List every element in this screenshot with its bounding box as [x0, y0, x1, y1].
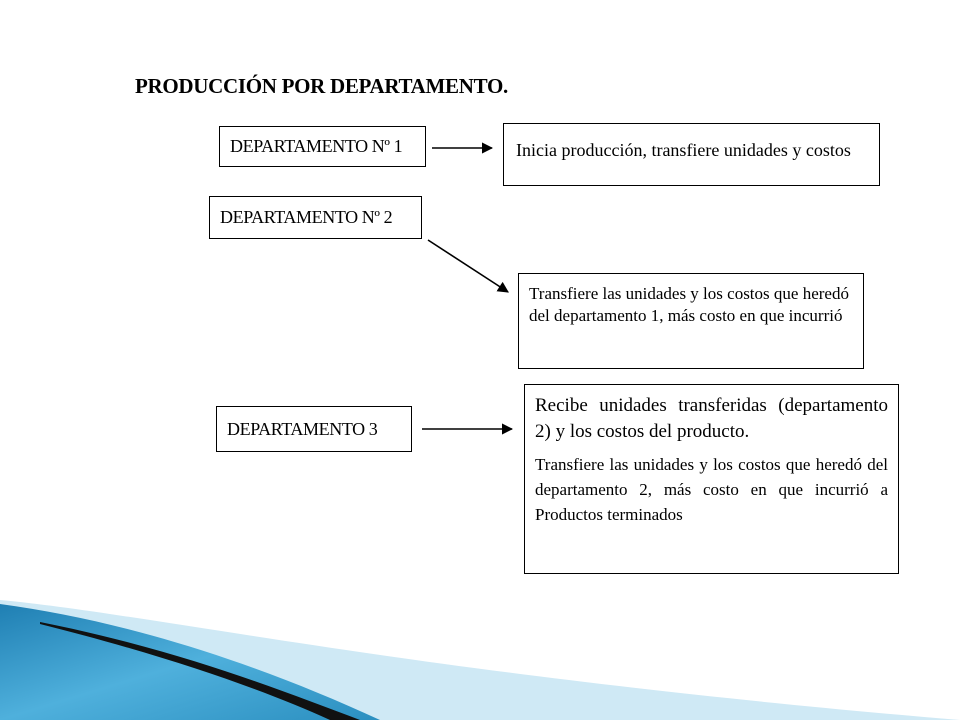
department-3-description-receive: Recibe unidades transferidas (departamento 2) y los costos del producto.: [535, 395, 888, 442]
decorative-wave-footer: [0, 590, 960, 720]
department-3-description-transfer: Transfiere las unidades y los costos que heredó del departamento 2, más costo en que incurrió a Productos terminados: [535, 455, 888, 524]
department-3-label: DEPARTAMENTO 3: [227, 418, 378, 439]
department-2-label: DEPARTAMENTO Nº 2: [220, 207, 393, 227]
department-2-description: Transfiere las unidades y los costos que heredó del departamento 1, más costo en que incurrió: [529, 284, 849, 325]
arrow-2: [428, 240, 508, 292]
diagram-title: PRODUCCIÓN POR DEPARTAMENTO.: [135, 74, 508, 98]
department-1-label: DEPARTAMENTO Nº 1: [230, 136, 403, 156]
department-1-description: Inicia producción, transfiere unidades y costos: [516, 140, 851, 160]
